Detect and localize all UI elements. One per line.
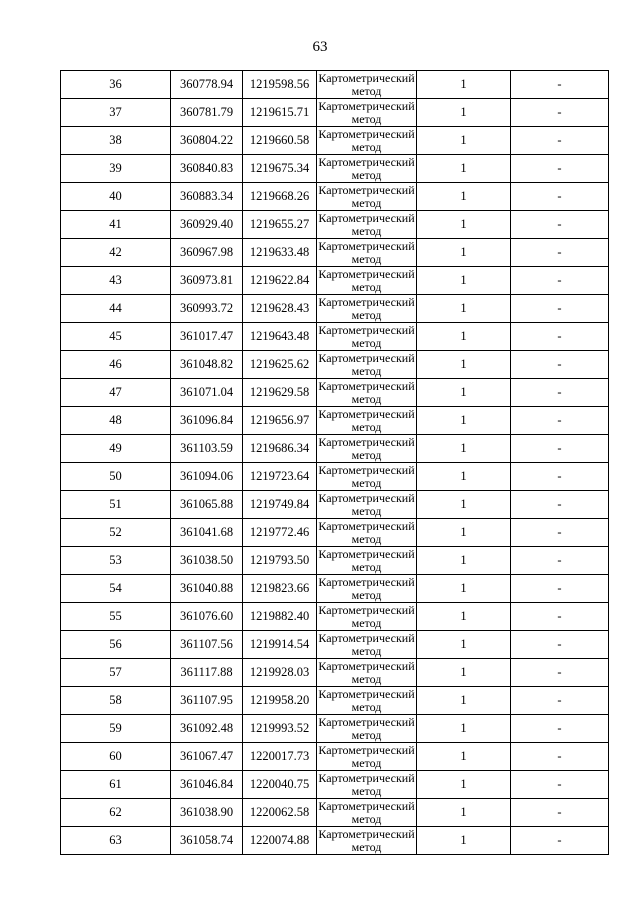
- y-coordinate-cell: 1219629.58: [243, 379, 317, 407]
- table-row: [61, 743, 609, 771]
- note-cell: -: [511, 183, 609, 211]
- note-cell: -: [511, 631, 609, 659]
- point-number-cell: 47: [61, 379, 171, 407]
- accuracy-cell: 1: [417, 799, 511, 827]
- note-cell: -: [511, 799, 609, 827]
- table-row: [61, 183, 609, 211]
- x-coordinate-cell: 361017.47: [171, 323, 243, 351]
- method-cell: Картометрический метод: [318, 491, 415, 518]
- y-coordinate-cell: 1220017.73: [243, 743, 317, 771]
- method-cell: Картометрический метод: [318, 127, 415, 154]
- note-cell: -: [511, 407, 609, 435]
- point-number-cell: 40: [61, 183, 171, 211]
- point-number-cell: 53: [61, 547, 171, 575]
- table-row: [61, 379, 609, 407]
- point-number-cell: 50: [61, 463, 171, 491]
- x-coordinate-cell: 361071.04: [171, 379, 243, 407]
- accuracy-cell: 1: [417, 211, 511, 239]
- y-coordinate-cell: 1219655.27: [243, 211, 317, 239]
- x-coordinate-cell: 361041.68: [171, 519, 243, 547]
- point-number-cell: 57: [61, 659, 171, 687]
- point-number-cell: 41: [61, 211, 171, 239]
- page-number: 63: [312, 39, 328, 55]
- method-cell: Картометрический метод: [318, 267, 415, 294]
- accuracy-cell: 1: [417, 463, 511, 491]
- note-cell: -: [511, 323, 609, 351]
- method-cell: Картометрический метод: [318, 715, 415, 742]
- point-number-cell: 42: [61, 239, 171, 267]
- coordinates-table-body: [61, 71, 609, 855]
- point-number-cell: 45: [61, 323, 171, 351]
- point-number-cell: 56: [61, 631, 171, 659]
- y-coordinate-cell: 1219622.84: [243, 267, 317, 295]
- table-row: [61, 771, 609, 799]
- x-coordinate-cell: 361117.88: [171, 659, 243, 687]
- x-coordinate-cell: 361040.88: [171, 575, 243, 603]
- accuracy-cell: 1: [417, 603, 511, 631]
- x-coordinate-cell: 361065.88: [171, 491, 243, 519]
- coordinates-table: [60, 70, 609, 855]
- point-number-cell: 38: [61, 127, 171, 155]
- accuracy-cell: 1: [417, 771, 511, 799]
- table-row: [61, 715, 609, 743]
- y-coordinate-cell: 1220040.75: [243, 771, 317, 799]
- method-cell: Картометрический метод: [318, 183, 415, 210]
- table-row: [61, 491, 609, 519]
- x-coordinate-cell: 360929.40: [171, 211, 243, 239]
- note-cell: -: [511, 519, 609, 547]
- table-row: [61, 71, 609, 99]
- method-cell: Картометрический метод: [318, 351, 415, 378]
- y-coordinate-cell: 1219675.34: [243, 155, 317, 183]
- point-number-cell: 55: [61, 603, 171, 631]
- note-cell: -: [511, 687, 609, 715]
- accuracy-cell: 1: [417, 267, 511, 295]
- accuracy-cell: 1: [417, 155, 511, 183]
- point-number-cell: 46: [61, 351, 171, 379]
- method-cell: Картометрический метод: [318, 379, 415, 406]
- y-coordinate-cell: 1219668.26: [243, 183, 317, 211]
- y-coordinate-cell: 1219633.48: [243, 239, 317, 267]
- method-cell: Картометрический метод: [318, 631, 415, 658]
- method-cell: Картометрический метод: [318, 295, 415, 322]
- x-coordinate-cell: 361058.74: [171, 827, 243, 855]
- note-cell: -: [511, 463, 609, 491]
- point-number-cell: 44: [61, 295, 171, 323]
- y-coordinate-cell: 1219772.46: [243, 519, 317, 547]
- accuracy-cell: 1: [417, 323, 511, 351]
- y-coordinate-cell: 1219882.40: [243, 603, 317, 631]
- table-row: [61, 827, 609, 855]
- method-cell: Картометрический метод: [318, 603, 415, 630]
- method-cell: Картометрический метод: [318, 659, 415, 686]
- table-row: [61, 239, 609, 267]
- point-number-cell: 52: [61, 519, 171, 547]
- table-row: [61, 323, 609, 351]
- method-cell: Картометрический метод: [318, 99, 415, 126]
- accuracy-cell: 1: [417, 743, 511, 771]
- x-coordinate-cell: 361076.60: [171, 603, 243, 631]
- x-coordinate-cell: 360804.22: [171, 127, 243, 155]
- note-cell: -: [511, 603, 609, 631]
- x-coordinate-cell: 360973.81: [171, 267, 243, 295]
- method-cell: Картометрический метод: [318, 211, 415, 238]
- accuracy-cell: 1: [417, 491, 511, 519]
- x-coordinate-cell: 360993.72: [171, 295, 243, 323]
- table-row: [61, 547, 609, 575]
- y-coordinate-cell: 1219598.56: [243, 71, 317, 99]
- table-row: [61, 799, 609, 827]
- x-coordinate-cell: 361107.95: [171, 687, 243, 715]
- y-coordinate-cell: 1219793.50: [243, 547, 317, 575]
- x-coordinate-cell: 361107.56: [171, 631, 243, 659]
- note-cell: -: [511, 295, 609, 323]
- method-cell: Картометрический метод: [318, 575, 415, 602]
- point-number-cell: 62: [61, 799, 171, 827]
- table-row: [61, 295, 609, 323]
- note-cell: -: [511, 547, 609, 575]
- x-coordinate-cell: 360781.79: [171, 99, 243, 127]
- method-cell: Картометрический метод: [318, 519, 415, 546]
- y-coordinate-cell: 1219643.48: [243, 323, 317, 351]
- note-cell: -: [511, 379, 609, 407]
- table-row: [61, 267, 609, 295]
- y-coordinate-cell: 1219656.97: [243, 407, 317, 435]
- x-coordinate-cell: 360840.83: [171, 155, 243, 183]
- note-cell: -: [511, 491, 609, 519]
- method-cell: Картометрический метод: [318, 827, 415, 854]
- method-cell: Картометрический метод: [318, 687, 415, 714]
- accuracy-cell: 1: [417, 239, 511, 267]
- method-cell: Картометрический метод: [318, 155, 415, 182]
- accuracy-cell: 1: [417, 99, 511, 127]
- method-cell: Картометрический метод: [318, 463, 415, 490]
- note-cell: -: [511, 99, 609, 127]
- x-coordinate-cell: 361038.90: [171, 799, 243, 827]
- table-row: [61, 575, 609, 603]
- note-cell: -: [511, 127, 609, 155]
- y-coordinate-cell: 1219686.34: [243, 435, 317, 463]
- y-coordinate-cell: 1219993.52: [243, 715, 317, 743]
- point-number-cell: 37: [61, 99, 171, 127]
- table-row: [61, 211, 609, 239]
- y-coordinate-cell: 1219749.84: [243, 491, 317, 519]
- accuracy-cell: 1: [417, 295, 511, 323]
- accuracy-cell: 1: [417, 575, 511, 603]
- y-coordinate-cell: 1219615.71: [243, 99, 317, 127]
- note-cell: -: [511, 659, 609, 687]
- accuracy-cell: 1: [417, 715, 511, 743]
- note-cell: -: [511, 351, 609, 379]
- table-row: [61, 155, 609, 183]
- method-cell: Картометрический метод: [318, 771, 415, 798]
- accuracy-cell: 1: [417, 827, 511, 855]
- method-cell: Картометрический метод: [318, 547, 415, 574]
- x-coordinate-cell: 361092.48: [171, 715, 243, 743]
- method-cell: Картометрический метод: [318, 799, 415, 826]
- accuracy-cell: 1: [417, 379, 511, 407]
- note-cell: -: [511, 743, 609, 771]
- point-number-cell: 43: [61, 267, 171, 295]
- note-cell: -: [511, 71, 609, 99]
- point-number-cell: 61: [61, 771, 171, 799]
- table-row: [61, 99, 609, 127]
- accuracy-cell: 1: [417, 687, 511, 715]
- point-number-cell: 58: [61, 687, 171, 715]
- table-row: [61, 435, 609, 463]
- method-cell: Картометрический метод: [318, 71, 415, 98]
- x-coordinate-cell: 361048.82: [171, 351, 243, 379]
- method-cell: Картометрический метод: [318, 435, 415, 462]
- y-coordinate-cell: 1219625.62: [243, 351, 317, 379]
- accuracy-cell: 1: [417, 519, 511, 547]
- y-coordinate-cell: 1220062.58: [243, 799, 317, 827]
- note-cell: -: [511, 827, 609, 855]
- y-coordinate-cell: 1219914.54: [243, 631, 317, 659]
- x-coordinate-cell: 361096.84: [171, 407, 243, 435]
- x-coordinate-cell: 361067.47: [171, 743, 243, 771]
- note-cell: -: [511, 267, 609, 295]
- x-coordinate-cell: 360883.34: [171, 183, 243, 211]
- note-cell: -: [511, 435, 609, 463]
- note-cell: -: [511, 575, 609, 603]
- x-coordinate-cell: 361038.50: [171, 547, 243, 575]
- point-number-cell: 63: [61, 827, 171, 855]
- method-cell: Картометрический метод: [318, 239, 415, 266]
- note-cell: -: [511, 211, 609, 239]
- point-number-cell: 54: [61, 575, 171, 603]
- x-coordinate-cell: 360967.98: [171, 239, 243, 267]
- y-coordinate-cell: 1219723.64: [243, 463, 317, 491]
- accuracy-cell: 1: [417, 127, 511, 155]
- accuracy-cell: 1: [417, 435, 511, 463]
- point-number-cell: 49: [61, 435, 171, 463]
- table-row: [61, 603, 609, 631]
- y-coordinate-cell: 1219660.58: [243, 127, 317, 155]
- table-row: [61, 407, 609, 435]
- table-row: [61, 687, 609, 715]
- accuracy-cell: 1: [417, 659, 511, 687]
- y-coordinate-cell: 1219628.43: [243, 295, 317, 323]
- accuracy-cell: 1: [417, 547, 511, 575]
- table-row: [61, 659, 609, 687]
- point-number-cell: 48: [61, 407, 171, 435]
- accuracy-cell: 1: [417, 631, 511, 659]
- note-cell: -: [511, 715, 609, 743]
- y-coordinate-cell: 1219823.66: [243, 575, 317, 603]
- y-coordinate-cell: 1219958.20: [243, 687, 317, 715]
- accuracy-cell: 1: [417, 71, 511, 99]
- note-cell: -: [511, 239, 609, 267]
- method-cell: Картометрический метод: [318, 407, 415, 434]
- table-row: [61, 127, 609, 155]
- point-number-cell: 59: [61, 715, 171, 743]
- point-number-cell: 39: [61, 155, 171, 183]
- table-row: [61, 463, 609, 491]
- x-coordinate-cell: 361046.84: [171, 771, 243, 799]
- x-coordinate-cell: 361103.59: [171, 435, 243, 463]
- table-row: [61, 519, 609, 547]
- method-cell: Картометрический метод: [318, 743, 415, 770]
- x-coordinate-cell: 360778.94: [171, 71, 243, 99]
- table-row: [61, 351, 609, 379]
- method-cell: Картометрический метод: [318, 323, 415, 350]
- table-row: [61, 631, 609, 659]
- note-cell: -: [511, 155, 609, 183]
- point-number-cell: 60: [61, 743, 171, 771]
- y-coordinate-cell: 1220074.88: [243, 827, 317, 855]
- y-coordinate-cell: 1219928.03: [243, 659, 317, 687]
- point-number-cell: 51: [61, 491, 171, 519]
- accuracy-cell: 1: [417, 183, 511, 211]
- x-coordinate-cell: 361094.06: [171, 463, 243, 491]
- accuracy-cell: 1: [417, 351, 511, 379]
- note-cell: -: [511, 771, 609, 799]
- point-number-cell: 36: [61, 71, 171, 99]
- accuracy-cell: 1: [417, 407, 511, 435]
